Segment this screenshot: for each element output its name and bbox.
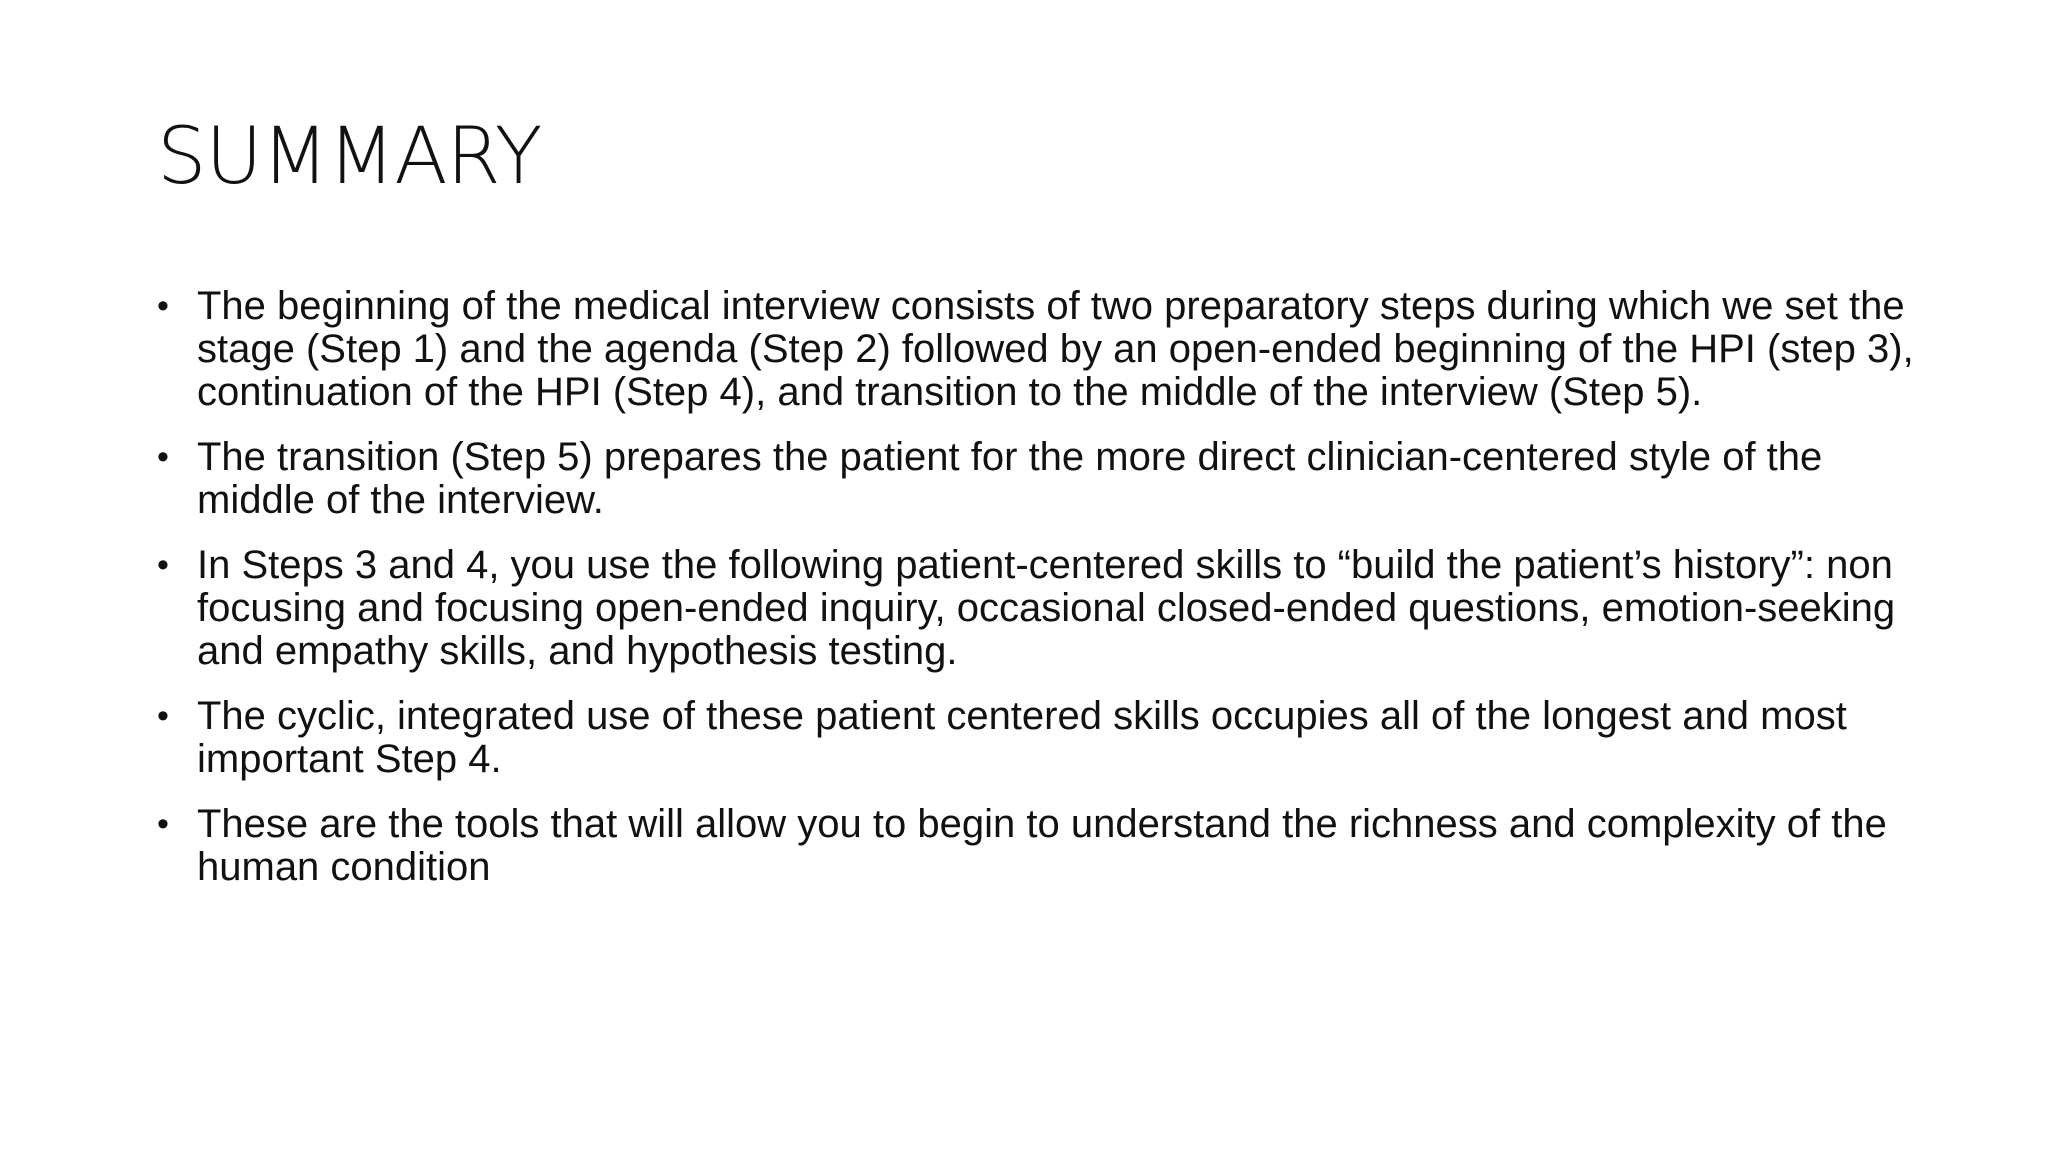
bullet-text: These are the tools that will allow you to begin to understand the richness and complexity of the human condition (197, 802, 1887, 889)
bullet-icon: • (157, 546, 169, 584)
bullet-icon: • (157, 287, 169, 325)
bullet-icon: • (157, 697, 169, 735)
list-item (157, 803, 1927, 889)
list-item (157, 695, 1927, 781)
bullet-icon: • (157, 805, 169, 843)
list-item (157, 544, 1927, 673)
slide-title: SUMMARY (157, 112, 542, 202)
list-item (157, 436, 1927, 522)
bullet-text: In Steps 3 and 4, you use the following patient-centered skills to “build the patient’s history”: non focusing and focusing open-ended inquiry, occasional closed-ended questions, emotion-seeking and empathy skills, and hypothesis testing. (197, 543, 1896, 673)
bullet-text: The beginning of the medical interview consists of two preparatory steps during which we set the stage (Step 1) and the agenda (Step 2) followed by an open-ended beginning of the HPI (step 3), continuation of the HPI (Step 4), and transition to the middle of the interview (Step 5). (197, 284, 1914, 414)
bullet-text: The cyclic, integrated use of these patient centered skills occupies all of the longest and most important Step 4. (197, 694, 1847, 781)
list-item (157, 285, 1927, 414)
bullet-text: The transition (Step 5) prepares the patient for the more direct clinician-centered style of the middle of the interview. (197, 435, 1823, 522)
bullet-icon: • (157, 438, 169, 476)
bullet-list (157, 285, 1927, 911)
